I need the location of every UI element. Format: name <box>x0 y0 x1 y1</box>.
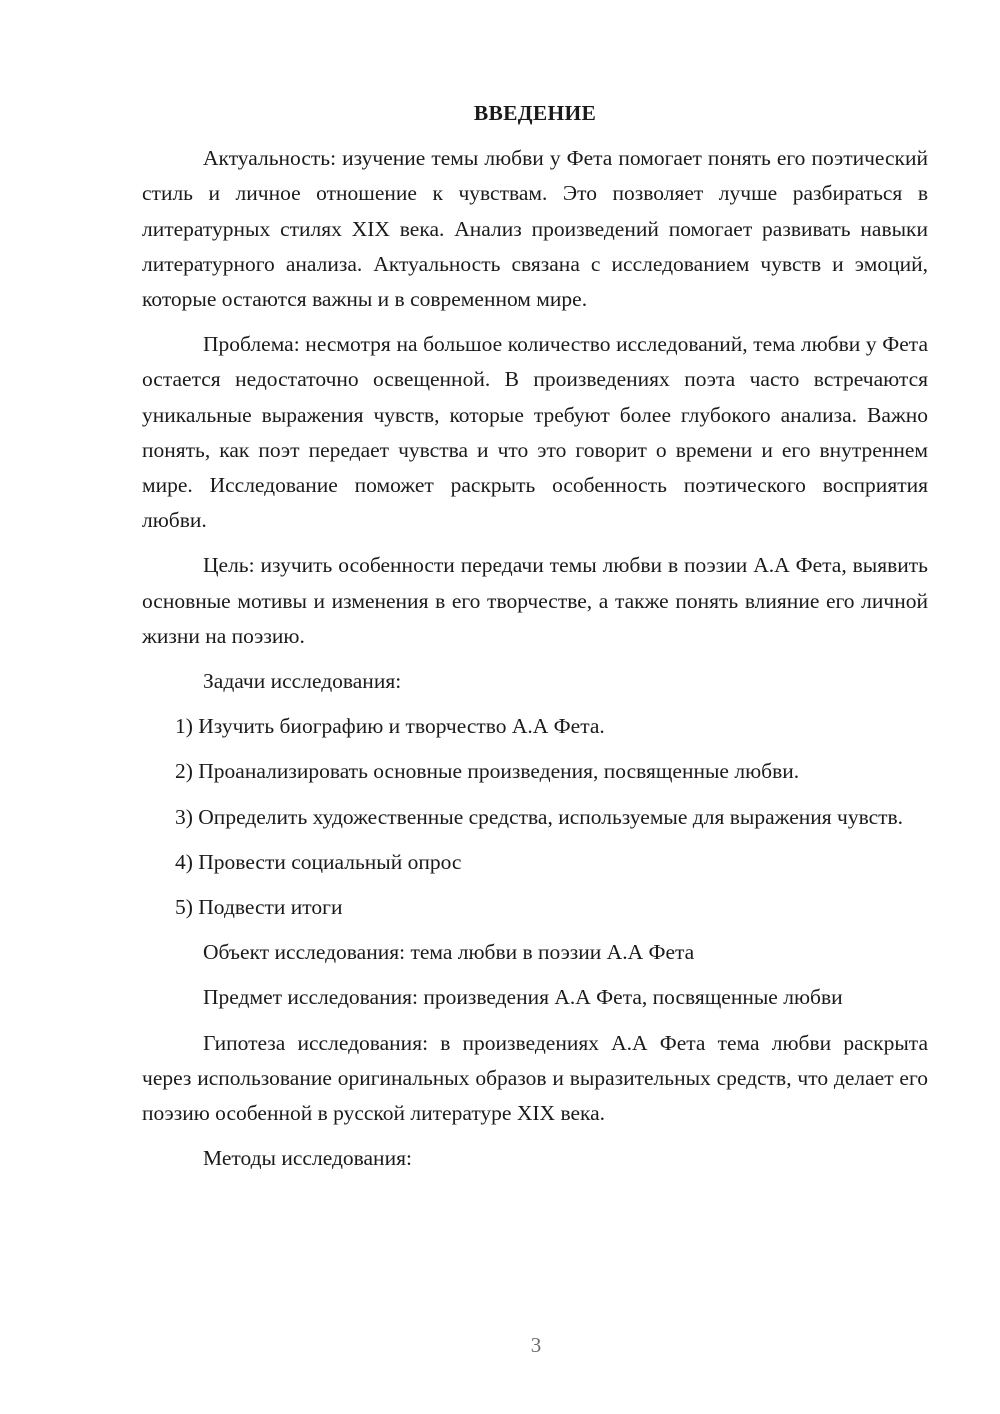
object-paragraph: Объект исследования: тема любви в поэзии А.А Фета <box>203 940 695 965</box>
problem-paragraph: Проблема: несмотря на большое количество исследований, тема любви у Фета остается недостаточно освещенной. В произведениях поэта часто встречаются уникальные выражения чувств, которые требуют более глубокого анализа. Важно понять, как поэт передает чувства и что это говорит о времени и его внутреннем мире. Исследование поможет раскрыть особенность поэтического восприятия любви. <box>142 332 928 533</box>
subject-paragraph: Предмет исследования: произведения А.А Фета, посвященные любви <box>203 985 843 1010</box>
page-content <box>142 96 928 1186</box>
hypothesis-paragraph: Гипотеза исследования: в произведениях А.А Фета тема любви раскрыта через использование оригинальных образов и выразительных средств, что делает его поэзию особенной в русской литературе XIX века. <box>142 1030 928 1126</box>
page-number: 3 <box>530 1333 542 1357</box>
task-item-1: 1) Изучить биографию и творчество А.А Фета. <box>175 714 605 739</box>
task-item-2: 2) Проанализировать основные произведения, посвященные любви. <box>175 759 800 784</box>
task-item-4: 4) Провести социальный опрос <box>175 849 462 874</box>
relevance-paragraph: Актуальность: изучение темы любви у Фета помогает понять его поэтический стиль и личное отношение к чувствам. Это позволяет лучше разбираться в литературных стилях XIX века. Анализ произведений помогает развивать навыки литературного анализа. Актуальность связана с исследованием чувств и эмоций, которые остаются важны и в современном мире. <box>142 146 928 312</box>
goal-paragraph: Цель: изучить особенности передачи темы любви в поэзии А.А Фета, выявить основные мотивы и изменения в его творчестве, а также понять влияние его личной жизни на поэзию. <box>142 553 928 648</box>
task-item-5: 5) Подвести итоги <box>175 895 343 920</box>
methods-heading: Методы исследования: <box>203 1146 412 1171</box>
task-item-3: 3) Определить художественные средства, используемые для выражения чувств. <box>175 804 904 829</box>
section-heading: ВВЕДЕНИЕ <box>473 101 597 125</box>
tasks-heading: Задачи исследования: <box>203 669 402 694</box>
